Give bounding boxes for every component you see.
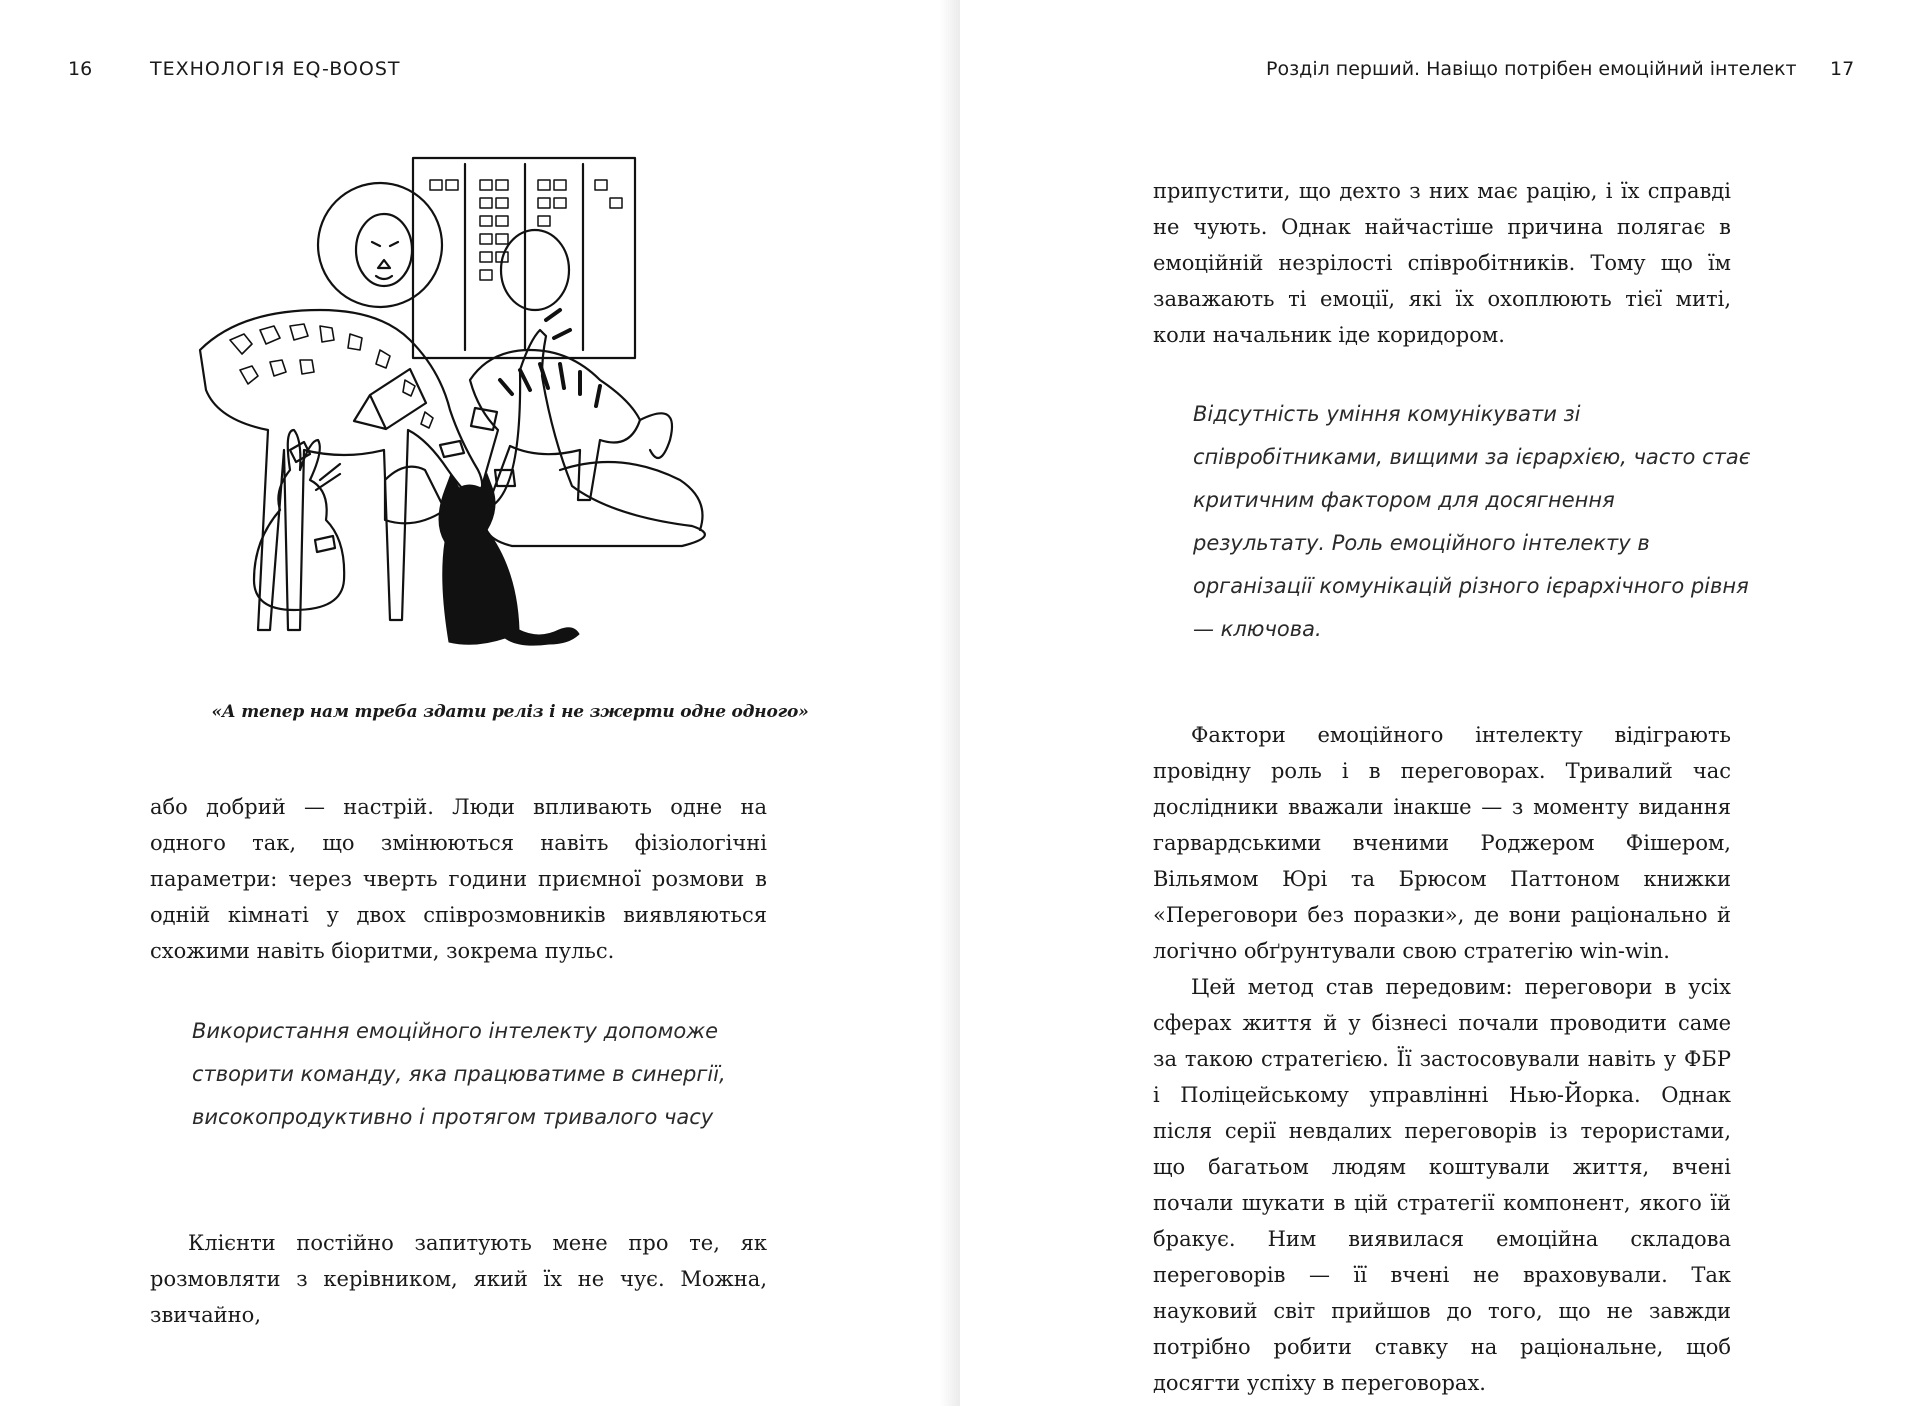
right-paragraph-3-text: Цей метод став передовим: переговори в усіх сферах життя й у бізнесі почали проводити саме за такою стратегією. Її застосовували навіть у ФБР і Поліцейському управлінні Нью-Йорка. Однак після серії невдалих переговорів із терористами, що багатьом людям коштували життя, вчені почали шукати в цій стратегії компонент, якого їй бракує. Ним виявилася емоційна складова переговорів — її вчені не враховували. Так науковий світ прийшов до того, що не завжди потрібно робити ставку на раціональне, щоб досягти успіху в переговорах. (1153, 975, 1731, 1395)
right-page (960, 0, 1920, 1406)
illustration-caption: «А тепер нам треба здати реліз і не зжерти одне одного» (211, 702, 809, 722)
laptop-2 (385, 467, 445, 524)
left-paragraph-1-text: або добрий — настрій. Люди впливають одне на одного так, що змінюються навіть фізіологічні параметри: через чверть години приємної розмови в одній кімнаті у двох співрозмовників виявляються схожими навіть біоритми, зокрема пульс. (150, 795, 767, 963)
left-paragraph-2-text: Клієнти постійно запитують мене про те, як розмовляти з керівником, який їх не чує. Можна, звичайно, (150, 1231, 767, 1327)
deer (485, 330, 705, 546)
laptop-1 (354, 369, 426, 429)
right-paragraphs-2-3 (1153, 717, 1731, 1401)
right-paragraph-2-text: Фактори емоційного інтелекту відіграють провідну роль і в переговорах. Тривалий час дослідники вважали інакше — з моменту видання гарвардськими вченими Роджером Фішером, Вільямом Юрі та Брюсом Паттоном книжки «Переговори без поразки», де вони раціонально й логічно обґрунтували свою стратегію win-win. (1153, 723, 1731, 963)
right-running-head: Розділ перший. Навіщо потрібен емоційний інтелект (1266, 58, 1797, 80)
right-page-number: 17 (1830, 58, 1855, 80)
right-paragraph-1 (1153, 173, 1731, 353)
left-paragraph-1 (150, 789, 767, 969)
left-page-number: 16 (68, 58, 93, 80)
left-paragraph-2 (150, 1225, 767, 1333)
right-quote: Відсутність уміння комунікувати зі співробітниками, вищими за ієрархією, часто стає критичним фактором для досягнення результату. Роль емоційного інтелекту в організації комунікацій різного ієрархічного рівня — ключова. (1193, 402, 1751, 641)
left-quote: Використання емоційного інтелекту допоможе створити команду, яка працюватиме в синергії, високопродуктивно і протягом тривалого часу (192, 1019, 726, 1129)
left-running-head: ТЕХНОЛОГІЯ EQ-BOOST (150, 58, 401, 80)
right-paragraph-1-text: припустити, що дехто з них має рацію, і їх справді не чують. Однак найчастіше причина полягає в емоційній незрілості співробітників. Тому що їм заважають ті емоції, які їх охоплюють тієї миті, коли начальник іде коридором. (1153, 179, 1731, 347)
black-cat (439, 474, 579, 645)
animals-office-illustration (140, 150, 820, 670)
